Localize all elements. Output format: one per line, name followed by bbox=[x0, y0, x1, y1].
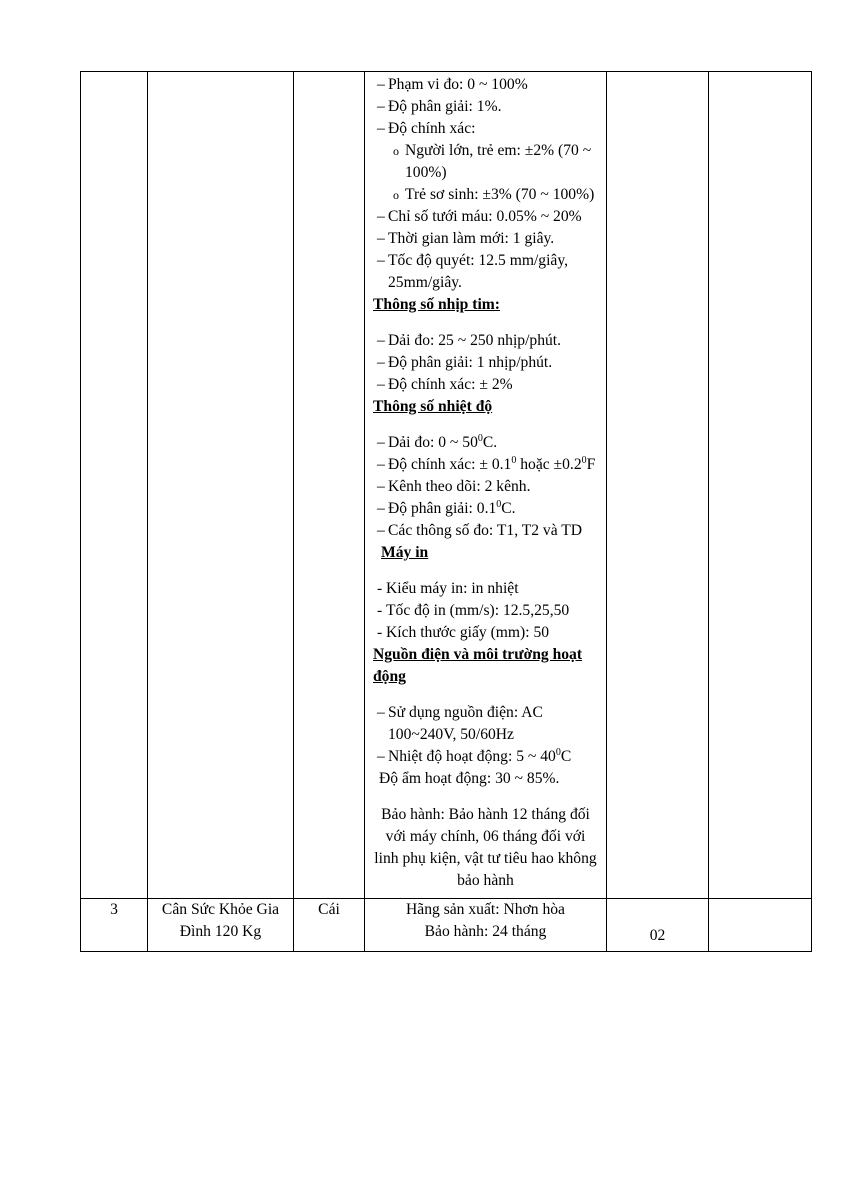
heart-rate-heading: Thông số nhịp tim: bbox=[373, 296, 500, 313]
spec-line: – Độ phân giải: $0.1^0C$. bbox=[377, 498, 516, 517]
warranty-line: Bảo hành: 24 tháng bbox=[424, 923, 547, 940]
table-row bbox=[81, 899, 812, 952]
quantity-cell: 02 bbox=[607, 899, 709, 952]
product-name-cell: Cân Sức Khỏe Gia Đình 120 Kg bbox=[148, 899, 294, 952]
unit-cell: Cái bbox=[294, 899, 365, 952]
quantity-cell bbox=[607, 72, 709, 899]
spec-line: – Phạm vi đo: 0 ~ 100% bbox=[377, 76, 528, 93]
spec-line: - Tốc độ in (mm/s): 12.5,25,50 bbox=[377, 602, 570, 619]
warranty-text: Bảo hành: Bảo hành 12 tháng đối với máy chính, 06 tháng đối với linh phụ kiện, vật tư tiêu hao không bảo hành bbox=[374, 806, 597, 889]
humidity-line: Độ ẩm hoạt động: 30 ~ 85%. bbox=[379, 770, 560, 787]
spec-line: - Kiểu máy in: in nhiệt bbox=[377, 580, 519, 597]
name-cell bbox=[148, 72, 294, 899]
spec-line: – Tốc độ quyét: 12.5 mm/giây, 25mm/giây. bbox=[377, 252, 569, 291]
unit-cell bbox=[294, 72, 365, 899]
note-cell bbox=[709, 72, 812, 899]
spec-line: - Kích thước giấy (mm): 50 bbox=[377, 624, 550, 641]
spec-line: – Chỉ số tưới máu: 0.05% ~ 20% bbox=[377, 208, 582, 225]
stt-cell: 3 bbox=[81, 899, 148, 952]
spec-line: – Độ chính xác: ± 2% bbox=[377, 376, 513, 393]
spec-line: – Độ chính xác: ± $0.1^0$ hoặc $\pm 0.2^0F$ bbox=[377, 454, 596, 473]
spec-line: – Kênh theo dõi: 2 kênh. bbox=[377, 478, 531, 495]
spec-line: – Độ chính xác: bbox=[377, 120, 476, 137]
spec-line: – Các thông số đo: T1, T2 và TD bbox=[377, 522, 583, 539]
spec-line: – Độ phân giải: 1%. bbox=[377, 98, 502, 115]
power-heading: Nguồn điện và môi trường hoạt động bbox=[373, 646, 583, 685]
spec-line: – Thời gian làm mới: 1 giây. bbox=[377, 230, 555, 247]
spec-line: – Sử dụng nguồn điện: AC 100~240V, 50/60Hz bbox=[377, 704, 543, 743]
spec-line: – Dải đo: 0 ~ $50^0C$. bbox=[377, 432, 498, 451]
printer-heading: Máy in bbox=[381, 544, 429, 561]
temperature-heading: Thông số nhiệt độ bbox=[373, 398, 493, 415]
spec-cell bbox=[365, 899, 607, 952]
table-row bbox=[81, 72, 812, 899]
spec-line: – Độ phân giải: 1 nhịp/phút. bbox=[377, 354, 553, 371]
equipment-spec-table bbox=[80, 71, 812, 952]
spec-cell bbox=[365, 72, 607, 899]
spec-subline: o Người lớn, trẻ em: ±2% (70 ~ 100%) bbox=[393, 142, 592, 181]
manufacturer-line: Hãng sản xuất: Nhơn hòa bbox=[406, 901, 565, 918]
stt-cell bbox=[81, 72, 148, 899]
note-cell bbox=[709, 899, 812, 952]
spec-line: – Nhiệt độ hoạt động: 5 ~ $40^0C$ bbox=[377, 746, 572, 765]
spec-line: – Dải đo: 25 ~ 250 nhịp/phút. bbox=[377, 332, 562, 349]
spec-subline: o Trẻ sơ sinh: ±3% (70 ~ 100%) bbox=[393, 186, 595, 203]
